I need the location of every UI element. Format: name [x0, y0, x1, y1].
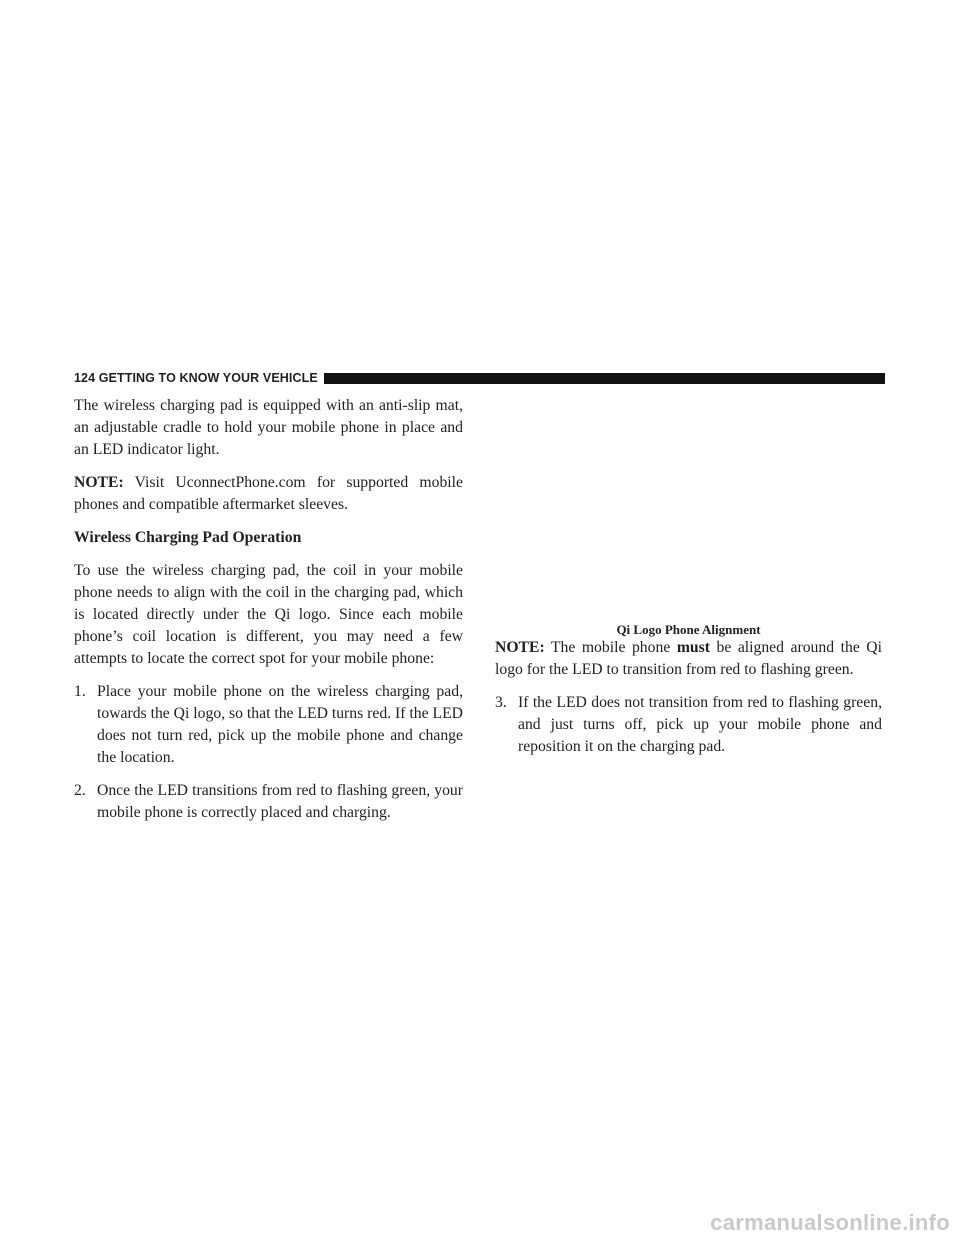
list-item: [74, 681, 463, 769]
note-paragraph: [74, 472, 463, 516]
list-item: [495, 692, 882, 758]
list-item-number: 2.: [74, 782, 86, 799]
list-item-number: 1.: [74, 683, 86, 700]
intro-paragraph: The wireless charging pad is equipped with an anti-slip mat, an adjustable cradle to hold your mobile phone in place and an LED indicator light.: [74, 397, 463, 458]
page-header: [74, 371, 885, 385]
list-item-number: 3.: [495, 694, 507, 711]
list-item-text: Once the LED transitions from red to flashing green, your mobile phone is correctly placed and charging.: [97, 782, 463, 821]
note-label: NOTE:: [495, 639, 545, 656]
figure-caption: Qi Logo Phone Alignment: [616, 622, 761, 637]
list-item: [74, 780, 463, 824]
note-label: NOTE:: [74, 474, 124, 491]
section-heading: Wireless Charging Pad Operation: [74, 529, 302, 546]
header-rule: [324, 373, 885, 384]
note-emphasis: must: [676, 639, 710, 656]
right-column: [495, 621, 882, 769]
section-title: GETTING TO KNOW YOUR VEHICLE: [98, 371, 318, 385]
left-column: [74, 395, 463, 835]
note-text: be aligned around the Qi logo for the LED to transition from red to flashing green.: [495, 639, 882, 678]
note-text: The mobile phone: [544, 639, 677, 656]
list-item-text: If the LED does not transition from red to flashing green, and just turns off, pick up your mobile phone and reposition it on the charging pad.: [518, 694, 882, 755]
note-text: Visit UconnectPhone.com for supported mobile phones and compatible aftermarket sleeves.: [74, 474, 463, 513]
page-number: 124: [74, 371, 96, 385]
list-item-text: Place your mobile phone on the wireless charging pad, towards the Qi logo, so that the LED turns red. If the LED does not turn red, pick up the mobile phone and change the location.: [97, 683, 463, 766]
watermark: carmanualsonline.info: [710, 1210, 950, 1235]
note-paragraph: [495, 637, 882, 681]
operation-paragraph: To use the wireless charging pad, the coil in your mobile phone needs to align with the coil in the charging pad, which is located directly under the Qi logo. Since each mobile phone’s coil location is different, you may need a few attempts to locate the correct spot for your mobile phone:: [74, 562, 463, 667]
